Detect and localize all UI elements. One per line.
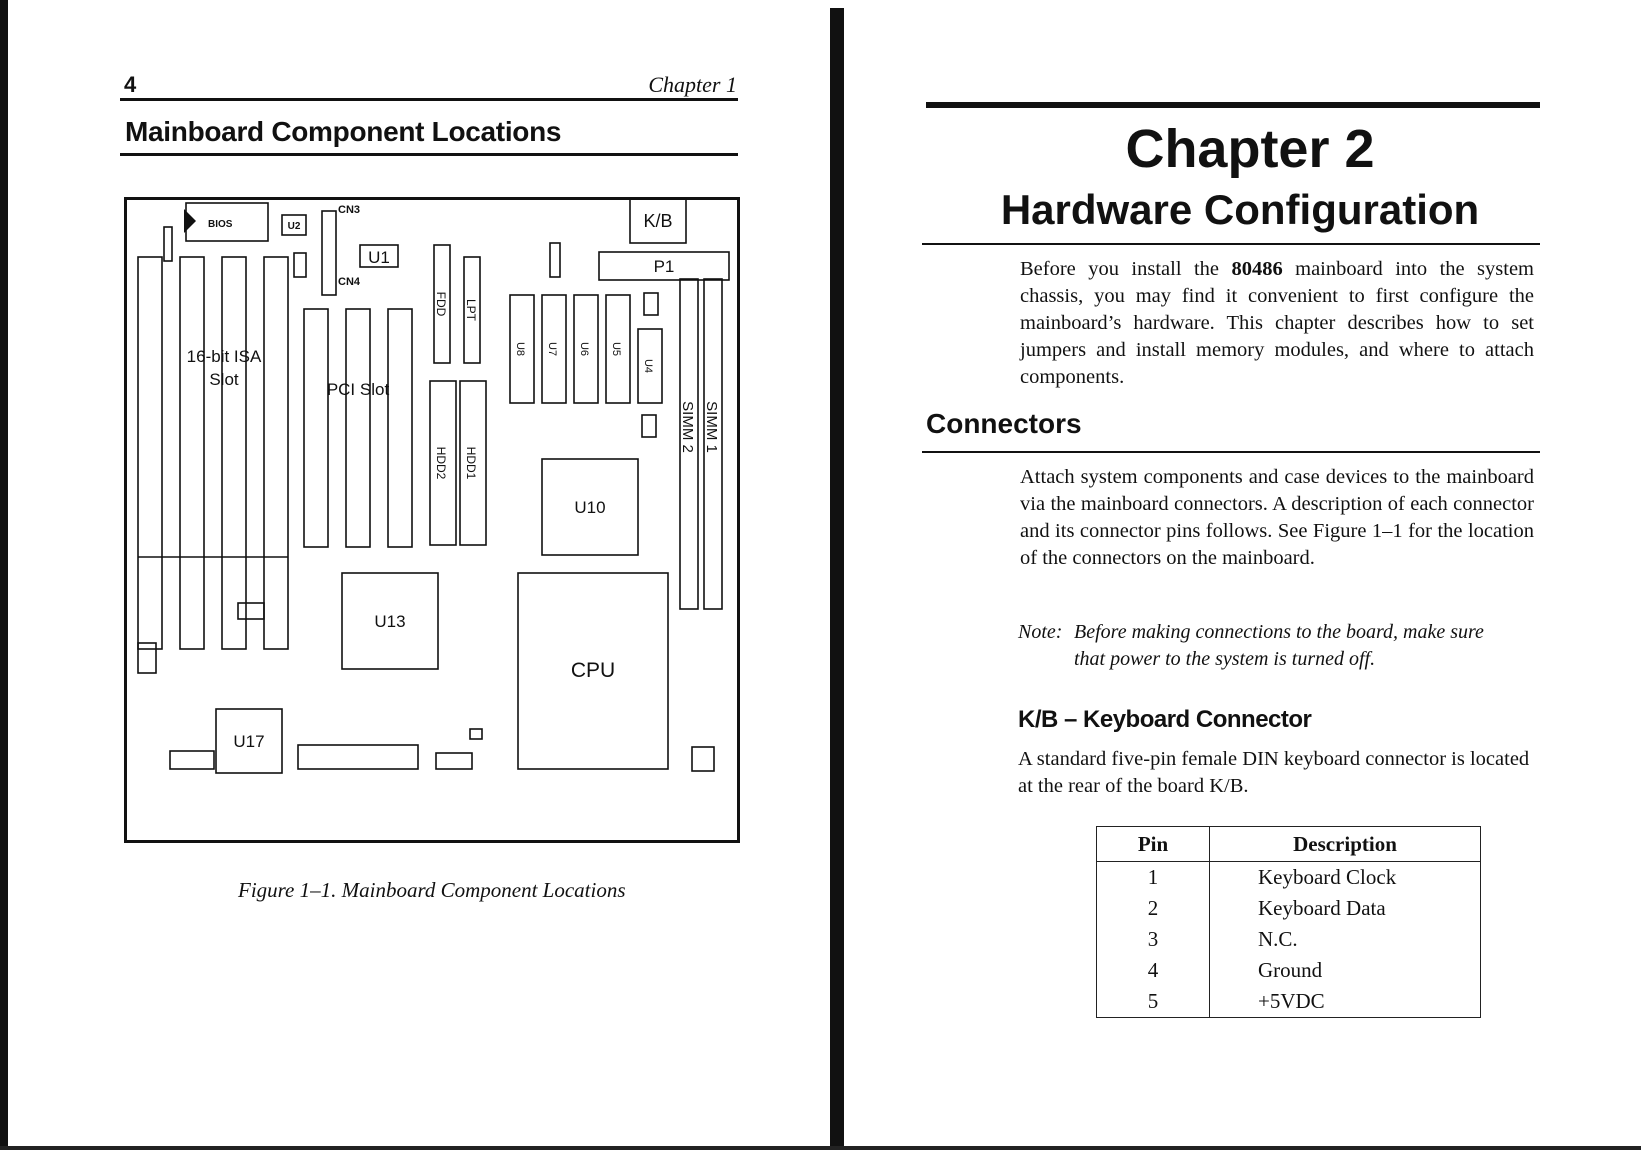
chapter-top-rule bbox=[926, 102, 1540, 108]
header-description: Description bbox=[1210, 827, 1481, 862]
pin-number: 2 bbox=[1097, 893, 1210, 924]
intro-text: Before you install the bbox=[1020, 258, 1232, 280]
table-header-row bbox=[1097, 827, 1481, 862]
cn4-label: CN4 bbox=[338, 276, 361, 288]
section-title: Mainboard Component Locations bbox=[125, 116, 562, 147]
table-row bbox=[1097, 924, 1481, 955]
chapter-title: Chapter 2 bbox=[1125, 119, 1375, 179]
board-outline bbox=[126, 199, 739, 842]
kb-heading: K/B – Keyboard Connector bbox=[1018, 706, 1312, 733]
jumper-block bbox=[164, 227, 172, 261]
fdd-label: FDD bbox=[434, 291, 448, 317]
note-label: Note: bbox=[1018, 621, 1063, 643]
u8-label: U8 bbox=[514, 341, 526, 357]
pin-table bbox=[1096, 826, 1481, 1018]
u2-label: U2 bbox=[287, 221, 301, 232]
isa-slot-4 bbox=[264, 257, 288, 649]
pin-description: Ground bbox=[1210, 955, 1481, 986]
isa-slot-2 bbox=[180, 257, 204, 649]
mainboard-diagram bbox=[124, 197, 740, 843]
u7-label: U7 bbox=[546, 341, 558, 357]
connectors-rule bbox=[922, 451, 1540, 453]
connectors-heading: Connectors bbox=[926, 408, 1082, 439]
u1-label: U1 bbox=[368, 248, 390, 267]
table-row bbox=[1097, 893, 1481, 924]
kb-paragraph: A standard five-pin female DIN keyboard connector is located at the rear of the board K/B. bbox=[1018, 748, 1530, 797]
p1-label: P1 bbox=[653, 257, 675, 276]
connectors-paragraph: Attach system components and case devices to the mainboard via the mainboard connectors. A description of each connector and its connector pins follows. See Figure 1–1 for the location of the connectors on the mainboard. bbox=[1020, 466, 1534, 569]
jumper-block bbox=[692, 747, 714, 771]
note bbox=[1018, 619, 1534, 673]
pci-slot-label: PCI Slot bbox=[326, 380, 390, 399]
lpt-label: LPT bbox=[464, 298, 478, 322]
left-binding-edge bbox=[0, 0, 8, 1150]
intro-paragraph bbox=[1020, 256, 1534, 391]
cn3-cn4-connector bbox=[322, 211, 336, 295]
jumper-block bbox=[170, 751, 214, 769]
header-pin: Pin bbox=[1097, 827, 1210, 862]
header-rule bbox=[120, 98, 738, 101]
hdd2-label: HDD2 bbox=[434, 446, 448, 480]
table-row bbox=[1097, 862, 1481, 894]
bios-label: BIOS bbox=[208, 219, 233, 230]
u17-label: U17 bbox=[233, 732, 265, 751]
cn3-label: CN3 bbox=[338, 204, 361, 216]
bios-pin1-marker bbox=[184, 209, 196, 233]
section-title-rule bbox=[120, 153, 738, 156]
intro-text-cont: mainboard into the system chassis, you may find it convenient to first configure the mainboard’s hardware. This chapter describes how to set jumpers and install memory modules, and where to attach components. bbox=[1020, 258, 1534, 388]
jumper-block bbox=[138, 643, 156, 673]
u6-label: U6 bbox=[578, 341, 590, 357]
jumper-block bbox=[294, 253, 306, 277]
table-row bbox=[1097, 955, 1481, 986]
running-head: Chapter 1 bbox=[648, 72, 737, 97]
simm2-label: SIMM 2 bbox=[679, 401, 696, 453]
pci-slot-1 bbox=[304, 309, 328, 547]
chapter-bottom-rule bbox=[922, 243, 1540, 245]
pin-description: N.C. bbox=[1210, 924, 1481, 955]
board-model: 80486 bbox=[1231, 258, 1283, 280]
isa-slot-label: 16-bit ISA bbox=[186, 347, 262, 366]
hdd1-label: HDD1 bbox=[464, 446, 478, 480]
kb-label: K/B bbox=[643, 211, 673, 231]
pin-description: +5VDC bbox=[1210, 986, 1481, 1018]
pci-slot-3 bbox=[388, 309, 412, 547]
jumper-block bbox=[470, 729, 482, 739]
u5-label: U5 bbox=[610, 341, 622, 357]
page-number: 4 bbox=[124, 72, 137, 97]
note-text: Before making connections to the board, make sure bbox=[1074, 621, 1484, 643]
pin-number: 4 bbox=[1097, 955, 1210, 986]
jumper-block bbox=[550, 243, 560, 277]
bottom-edge bbox=[0, 1146, 1641, 1150]
jumper-block bbox=[642, 415, 656, 437]
jumper-block bbox=[644, 293, 658, 315]
figure-caption: Figure 1–1. Mainboard Component Locations bbox=[238, 878, 626, 902]
pin-description: Keyboard Clock bbox=[1210, 862, 1481, 894]
u4-label: U4 bbox=[642, 358, 654, 374]
jumper-block bbox=[436, 753, 472, 769]
pin-description: Keyboard Data bbox=[1210, 893, 1481, 924]
pin-number: 3 bbox=[1097, 924, 1210, 955]
table-row bbox=[1097, 986, 1481, 1018]
u13-label: U13 bbox=[374, 612, 406, 631]
jumper-block bbox=[298, 745, 418, 769]
book-gutter bbox=[830, 8, 844, 1150]
isa-slot-1 bbox=[138, 257, 162, 649]
cpu-label: CPU bbox=[570, 659, 616, 682]
pin-number: 1 bbox=[1097, 862, 1210, 894]
pin-number: 5 bbox=[1097, 986, 1210, 1018]
simm1-label: SIMM 1 bbox=[703, 401, 720, 453]
u10-label: U10 bbox=[574, 498, 606, 517]
pci-slot-2 bbox=[346, 309, 370, 547]
note-text-2: that power to the system is turned off. bbox=[1074, 648, 1376, 670]
isa-slot-3 bbox=[222, 257, 246, 649]
isa-slot-label-2: Slot bbox=[209, 370, 239, 389]
jumper-block bbox=[238, 603, 264, 619]
chapter-subtitle: Hardware Configuration bbox=[1000, 186, 1480, 233]
